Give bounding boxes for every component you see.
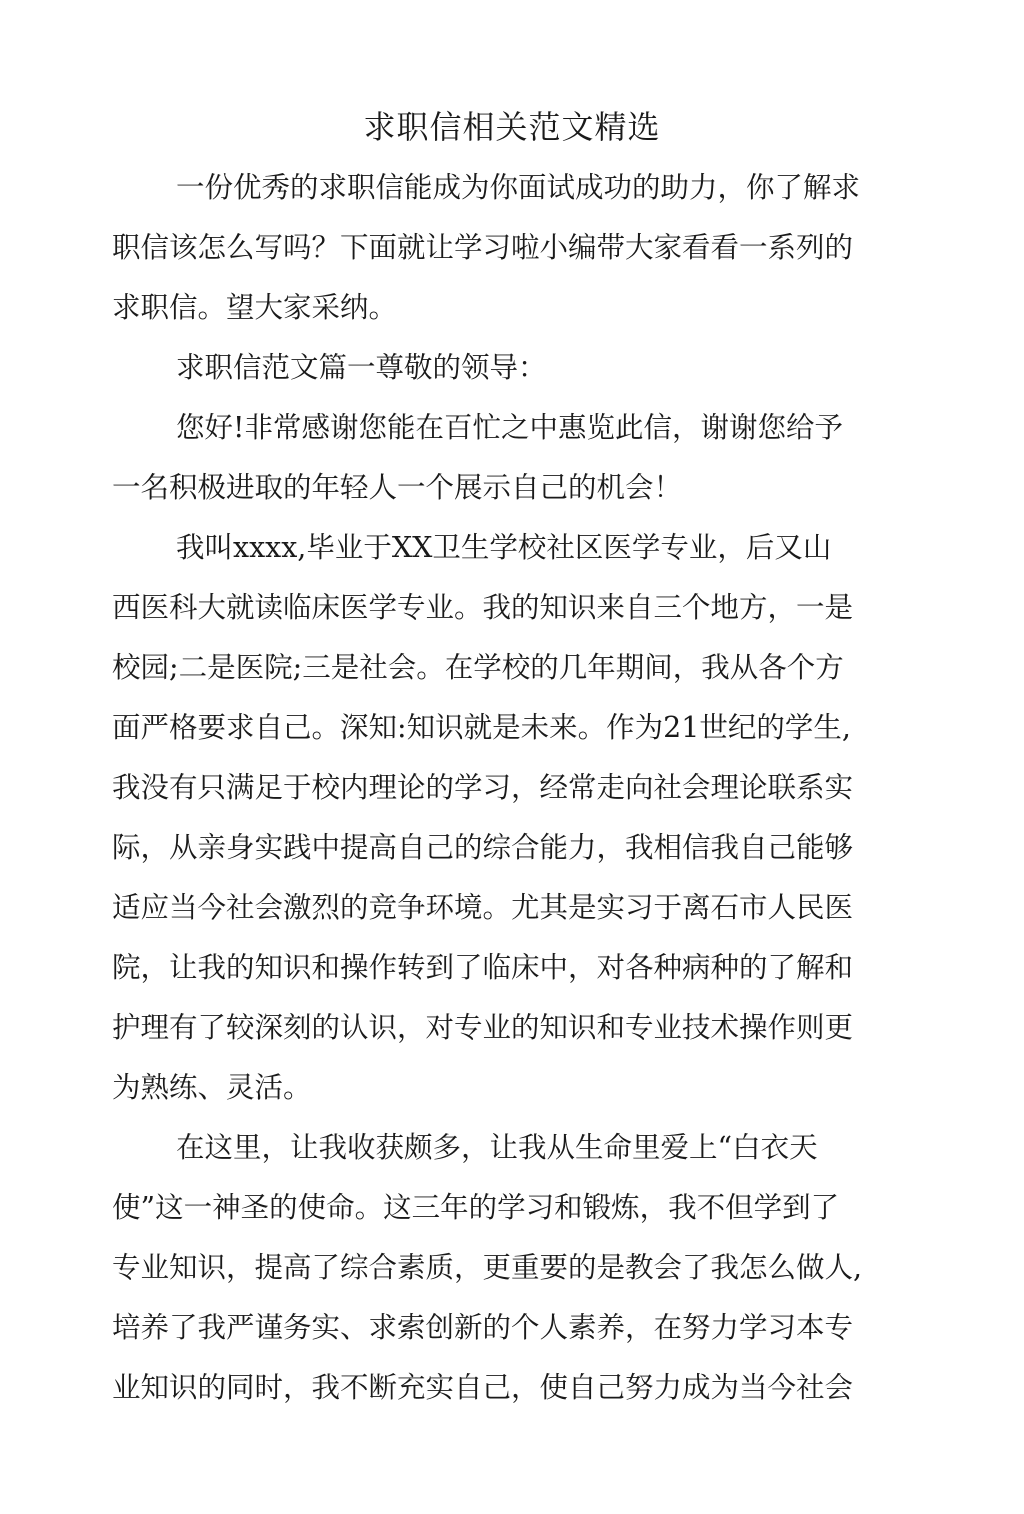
paragraph-line: 为熟练、灵活。 — [112, 1071, 312, 1104]
paragraph-line: 业知识的同时，我不断充实自己，使自己努力成为当今社会 — [112, 1371, 854, 1404]
paragraph-line: 培养了我严谨务实、求索创新的个人素养，在努力学习本专 — [112, 1311, 854, 1344]
paragraph-line: 适应当今社会激烈的竞争环境。尤其是实习于离石市人民医 — [112, 891, 854, 924]
paragraph-line: 您好!非常感谢您能在百忙之中惠览此信，谢谢您给予 — [176, 411, 843, 444]
paragraph-line: 求职信范文篇一尊敬的领导： — [176, 351, 547, 384]
paragraph-line: 西医科大就读临床医学专业。我的知识来自三个地方，一是 — [112, 591, 854, 624]
paragraph-line: 校园;二是医院;三是社会。在学校的几年期间，我从各个方 — [112, 651, 844, 684]
paragraph-line: 面严格要求自己。深知:知识就是未来。作为21世纪的学生, — [112, 711, 851, 744]
paragraph-line: 我没有只满足于校内理论的学习，经常走向社会理论联系实 — [112, 771, 854, 804]
paragraph-line: 院，让我的知识和操作转到了临床中，对各种病种的了解和 — [112, 951, 854, 984]
paragraph-line: 在这里，让我收获颇多，让我从生命里爱上“白衣天 — [176, 1131, 818, 1164]
paragraph-line: 专业知识，提高了综合素质，更重要的是教会了我怎么做人, — [112, 1251, 863, 1284]
document-title: 求职信相关范文精选 — [363, 108, 661, 146]
paragraph-line: 护理有了较深刻的认识，对专业的知识和专业技术操作则更 — [112, 1011, 854, 1044]
paragraph-line: 际，从亲身实践中提高自己的综合能力，我相信我自己能够 — [112, 831, 854, 864]
paragraph-line: 求职信。望大家采纳。 — [112, 291, 398, 324]
paragraph-line: 职信该怎么写吗？下面就让学习啦小编带大家看看一系列的 — [112, 231, 854, 264]
paragraph-line: 我叫xxxx,毕业于XX卫生学校社区医学专业，后又山 — [176, 531, 832, 564]
paragraph-line: 使”这一神圣的使命。这三年的学习和锻炼，我不但学到了 — [112, 1191, 840, 1224]
paragraph-line: 一名积极进取的年轻人一个展示自己的机会！ — [112, 471, 683, 504]
paragraph-line: 一份优秀的求职信能成为你面试成功的助力，你了解求 — [176, 171, 861, 204]
